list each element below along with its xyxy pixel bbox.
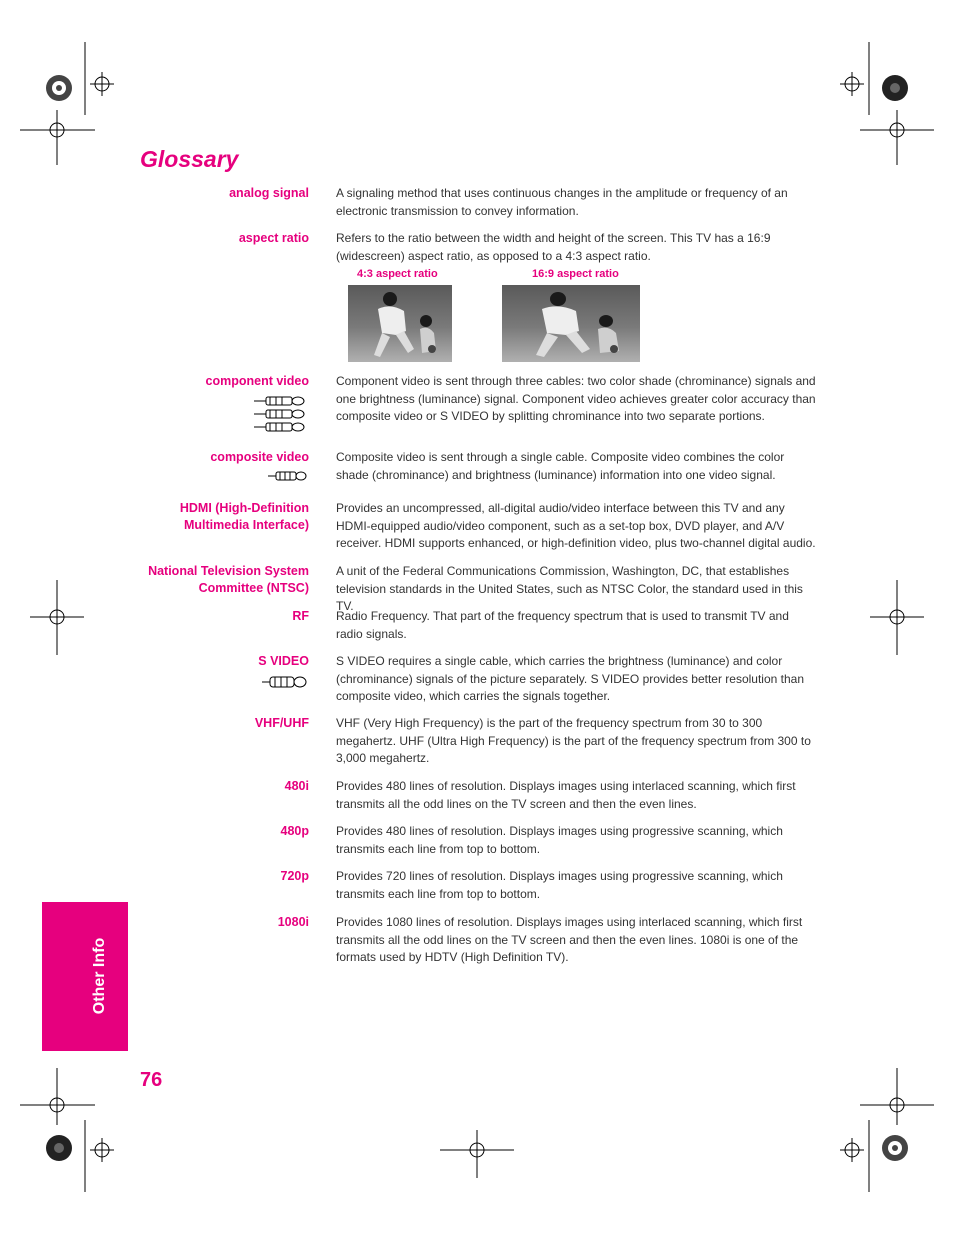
term-480p: 480p [280, 824, 309, 838]
term-vhf-uhf: VHF/UHF [254, 716, 309, 730]
aspect-ratio-4-3-photo [348, 285, 452, 362]
definition-480i: Provides 480 lines of resolution. Displays images using interlaced scanning, which first transmits all the odd lines on the TV screen and then the even lines. [336, 779, 796, 811]
composite-cable-icon [268, 470, 308, 482]
definition-1080i: Provides 1080 lines of resolution. Displays images using interlaced scanning, which first transmits all the odd lines on the TV screen and then the even lines. 1080i is one of the formats used by HDTV (High Definition TV). [336, 915, 803, 964]
component-cable-icon [254, 395, 308, 435]
aspect-ratio-16-9-photo [502, 285, 640, 362]
definition-s-video: S VIDEO requires a single cable, which carries the brightness (luminance) and color (chrominance) signals of the picture separately. S VIDEO provides better resolution than composite video, which carries the signals together. [336, 654, 805, 703]
term-480i: 480i [284, 779, 309, 793]
definition-component-video: Component video is sent through three cables: two color shade (chrominance) signals and one brightness (luminance) signal. Component video achieves greater color accuracy than composite video or S VIDEO by splitting chrominance into two separate portions. [336, 374, 816, 423]
definition-hdmi: Provides an uncompressed, all-digital audio/video interface between this TV and any HDMI-equipped audio/video component, such as a set-top box, DVD player, and A/V receiver. HDMI supports enhanced, or high-definition video, plus two-channel digital audio. [336, 501, 816, 550]
definition-vhf-uhf: VHF (Very High Frequency) is the part of the frequency spectrum from 30 to 300 megahertz. UHF (Ultra High Frequency) is the part of the frequency spectrum from 300 to 3,000 megahertz. [336, 716, 811, 765]
definition-720p: Provides 720 lines of resolution. Displays images using progressive scanning, which transmits each line from top to bottom. [336, 869, 783, 901]
term-hdmi-line2: Multimedia Interface) [183, 518, 309, 532]
term-aspect-ratio: aspect ratio [238, 231, 309, 245]
page-title: Glossary [140, 146, 239, 172]
side-tab-label: Other Info [91, 937, 108, 1015]
page-number: 76 [140, 1069, 163, 1091]
term-1080i: 1080i [277, 915, 309, 929]
term-component-video: component video [205, 374, 309, 388]
term-ntsc-line1: National Television System [148, 564, 309, 578]
definition-rf: Radio Frequency. That part of the frequency spectrum that is used to transmit TV and radio signals. [336, 609, 789, 641]
definition-aspect-ratio: Refers to the ratio between the width and height of the screen. This TV has a 16:9 (widescreen) aspect ratio, as opposed to a 4:3 aspect ratio. [336, 231, 771, 263]
definition-analog-signal: A signaling method that uses continuous changes in the amplitude or frequency of an electronic transmission to convey information. [336, 186, 788, 218]
term-composite-video: composite video [210, 450, 309, 464]
definition-480p: Provides 480 lines of resolution. Displays images using progressive scanning, which transmits each line from top to bottom. [336, 824, 783, 856]
term-ntsc-line2: Committee (NTSC) [198, 581, 309, 595]
definition-composite-video: Composite video is sent through a single cable. Composite video combines the color shade (chrominance) and brightness (luminance) information into one video signal. [336, 450, 785, 482]
definition-ntsc: A unit of the Federal Communications Commission, Washington, DC, that establishes television standards in the United States, such as NTSC Color, the standard used in this TV. [336, 564, 803, 613]
term-720p: 720p [280, 869, 309, 883]
term-analog-signal: analog signal [229, 186, 309, 200]
section-side-tab [42, 902, 128, 1051]
term-rf: RF [292, 609, 309, 623]
s-video-cable-icon [262, 675, 308, 689]
term-s-video: S VIDEO [258, 654, 309, 668]
caption-16-9: 16:9 aspect ratio [532, 268, 619, 280]
caption-4-3: 4:3 aspect ratio [357, 268, 438, 280]
term-hdmi-line1: HDMI (High-Definition [179, 501, 309, 515]
